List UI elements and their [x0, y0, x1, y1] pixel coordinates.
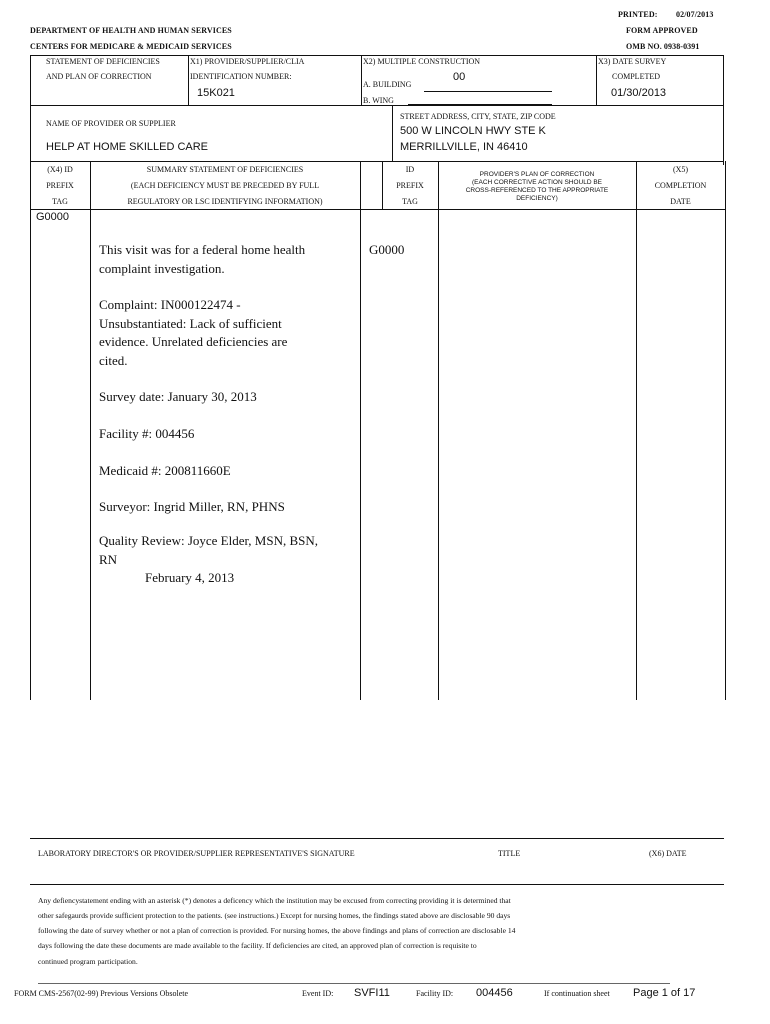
building-label: A. BUILDING: [363, 80, 412, 89]
id-header-2: PREFIX: [396, 181, 424, 190]
x1-label-1: X1) PROVIDER/SUPPLIER/CLIA: [190, 57, 305, 66]
provider-name-label: NAME OF PROVIDER OR SUPPLIER: [46, 119, 176, 128]
x5-header-3: DATE: [670, 197, 691, 206]
title-label: TITLE: [498, 849, 521, 858]
x4-header-1: (X4) ID: [47, 165, 73, 174]
prefix-tag: G0000: [36, 211, 70, 223]
paragraph-facility: Facility #: 004456: [99, 426, 195, 441]
notice-line-1: Any defiencystatement ending with an asterisk (*) denotes a deficency which the institution may be excused from correcting providing it is determined that: [38, 896, 511, 905]
x2-label: X2) MULTIPLE CONSTRUCTION: [363, 57, 481, 66]
paragraph-quality-review: Quality Review: Joyce Elder, MSN, BSN, RN: [99, 533, 319, 567]
statement-label-1: STATEMENT OF DEFICIENCIES: [46, 57, 160, 66]
x3-label-1: X3) DATE SURVEY: [598, 57, 667, 66]
address-line-1: 500 W LINCOLN HWY STE K: [400, 125, 546, 137]
paragraph-medicaid: Medicaid #: 200811660E: [99, 463, 231, 478]
printed-date: 02/07/2013: [676, 10, 714, 19]
notice-line-2: other safegaurds provide sufficient protection to the patients. (see instructions.) Except for nursing homes, the findings stated above are disclosable 90 days: [38, 911, 511, 920]
continuation-label: If continuation sheet: [544, 989, 610, 998]
address-line-2: MERRILLVILLE, IN 46410: [400, 141, 528, 153]
event-id-label: Event ID:: [302, 989, 334, 998]
plan-header-1: PROVIDER'S PLAN OF CORRECTION: [479, 171, 595, 178]
id-tag: G0000: [369, 242, 405, 257]
page-number: Page 1 of 17: [633, 987, 696, 999]
plan-header-2: (EACH CORRECTIVE ACTION SHOULD BE: [471, 179, 603, 186]
x6-date-label: (X6) DATE: [649, 849, 687, 858]
director-signature-label: LABORATORY DIRECTOR'S OR PROVIDER/SUPPLIER REPRESENTATIVE'S SIGNATURE: [38, 849, 355, 858]
id-header-1: ID: [405, 165, 415, 174]
form-number: FORM CMS-2567(02-99) Previous Versions Obsolete: [14, 989, 189, 998]
plan-header-4: DEFICIENCY): [516, 195, 558, 202]
quality-review-date: February 4, 2013: [145, 570, 235, 585]
x5-header-1: (X5): [672, 165, 689, 174]
provider-id-value: 15K021: [197, 87, 235, 99]
building-value: 00: [453, 71, 466, 83]
notice-line-4: days following the date these documents are made available to the facility. If deficiencies are cited, an approved plan of correction is requisite to: [38, 941, 477, 950]
centers-title: CENTERS FOR MEDICARE & MEDICAID SERVICES: [30, 42, 232, 51]
facility-id-value: 004456: [476, 987, 513, 999]
x4-header-3: TAG: [52, 197, 68, 206]
notice-line-3: following the date of survey whether or not a plan of correction is provided. For nursing homes, the above findings and plans of correction are disclosable 14: [38, 926, 516, 935]
id-header-3: TAG: [402, 197, 418, 206]
x3-label-2: COMPLETED: [612, 72, 660, 81]
printed-label: PRINTED:: [618, 10, 658, 19]
paragraph-survey-date: Survey date: January 30, 2013: [99, 389, 257, 404]
survey-date-value: 01/30/2013: [611, 87, 667, 99]
paragraph-surveyor: Surveyor: Ingrid Miller, RN, PHNS: [99, 499, 285, 514]
form-approved: FORM APPROVED: [626, 26, 698, 35]
x4-header-2: PREFIX: [46, 181, 74, 190]
omb-number: OMB NO. 0938-0391: [626, 42, 700, 51]
event-id-value: SVFI11: [354, 987, 390, 999]
wing-label: B. WING: [363, 96, 394, 105]
x1-label-2: IDENTIFICATION NUMBER:: [190, 72, 292, 81]
department-title: DEPARTMENT OF HEALTH AND HUMAN SERVICES: [30, 26, 232, 35]
paragraph-complaint: Complaint: IN000122474 - Unsubstantiated: Lack of sufficient evidence. Unrelated deficiencies are cited.: [99, 297, 288, 368]
paragraph-visit: This visit was for a federal home health complaint investigation.: [99, 242, 306, 276]
statement-label-2: AND PLAN OF CORRECTION: [46, 72, 152, 81]
summary-header-1: SUMMARY STATEMENT OF DEFICIENCIES: [146, 165, 304, 174]
provider-name-value: HELP AT HOME SKILLED CARE: [46, 141, 209, 153]
notice-line-5: continued program participation.: [38, 957, 138, 966]
plan-header-3: CROSS-REFERENCED TO THE APPROPRIATE: [465, 187, 609, 194]
summary-header-2: (EACH DEFICIENCY MUST BE PRECEDED BY FULL: [130, 181, 320, 190]
summary-header-3: REGULATORY OR LSC IDENTIFYING INFORMATION): [127, 197, 323, 206]
address-label: STREET ADDRESS, CITY, STATE, ZIP CODE: [400, 112, 556, 121]
x5-header-2: COMPLETION: [654, 181, 707, 190]
facility-id-label: Facility ID:: [416, 989, 454, 998]
